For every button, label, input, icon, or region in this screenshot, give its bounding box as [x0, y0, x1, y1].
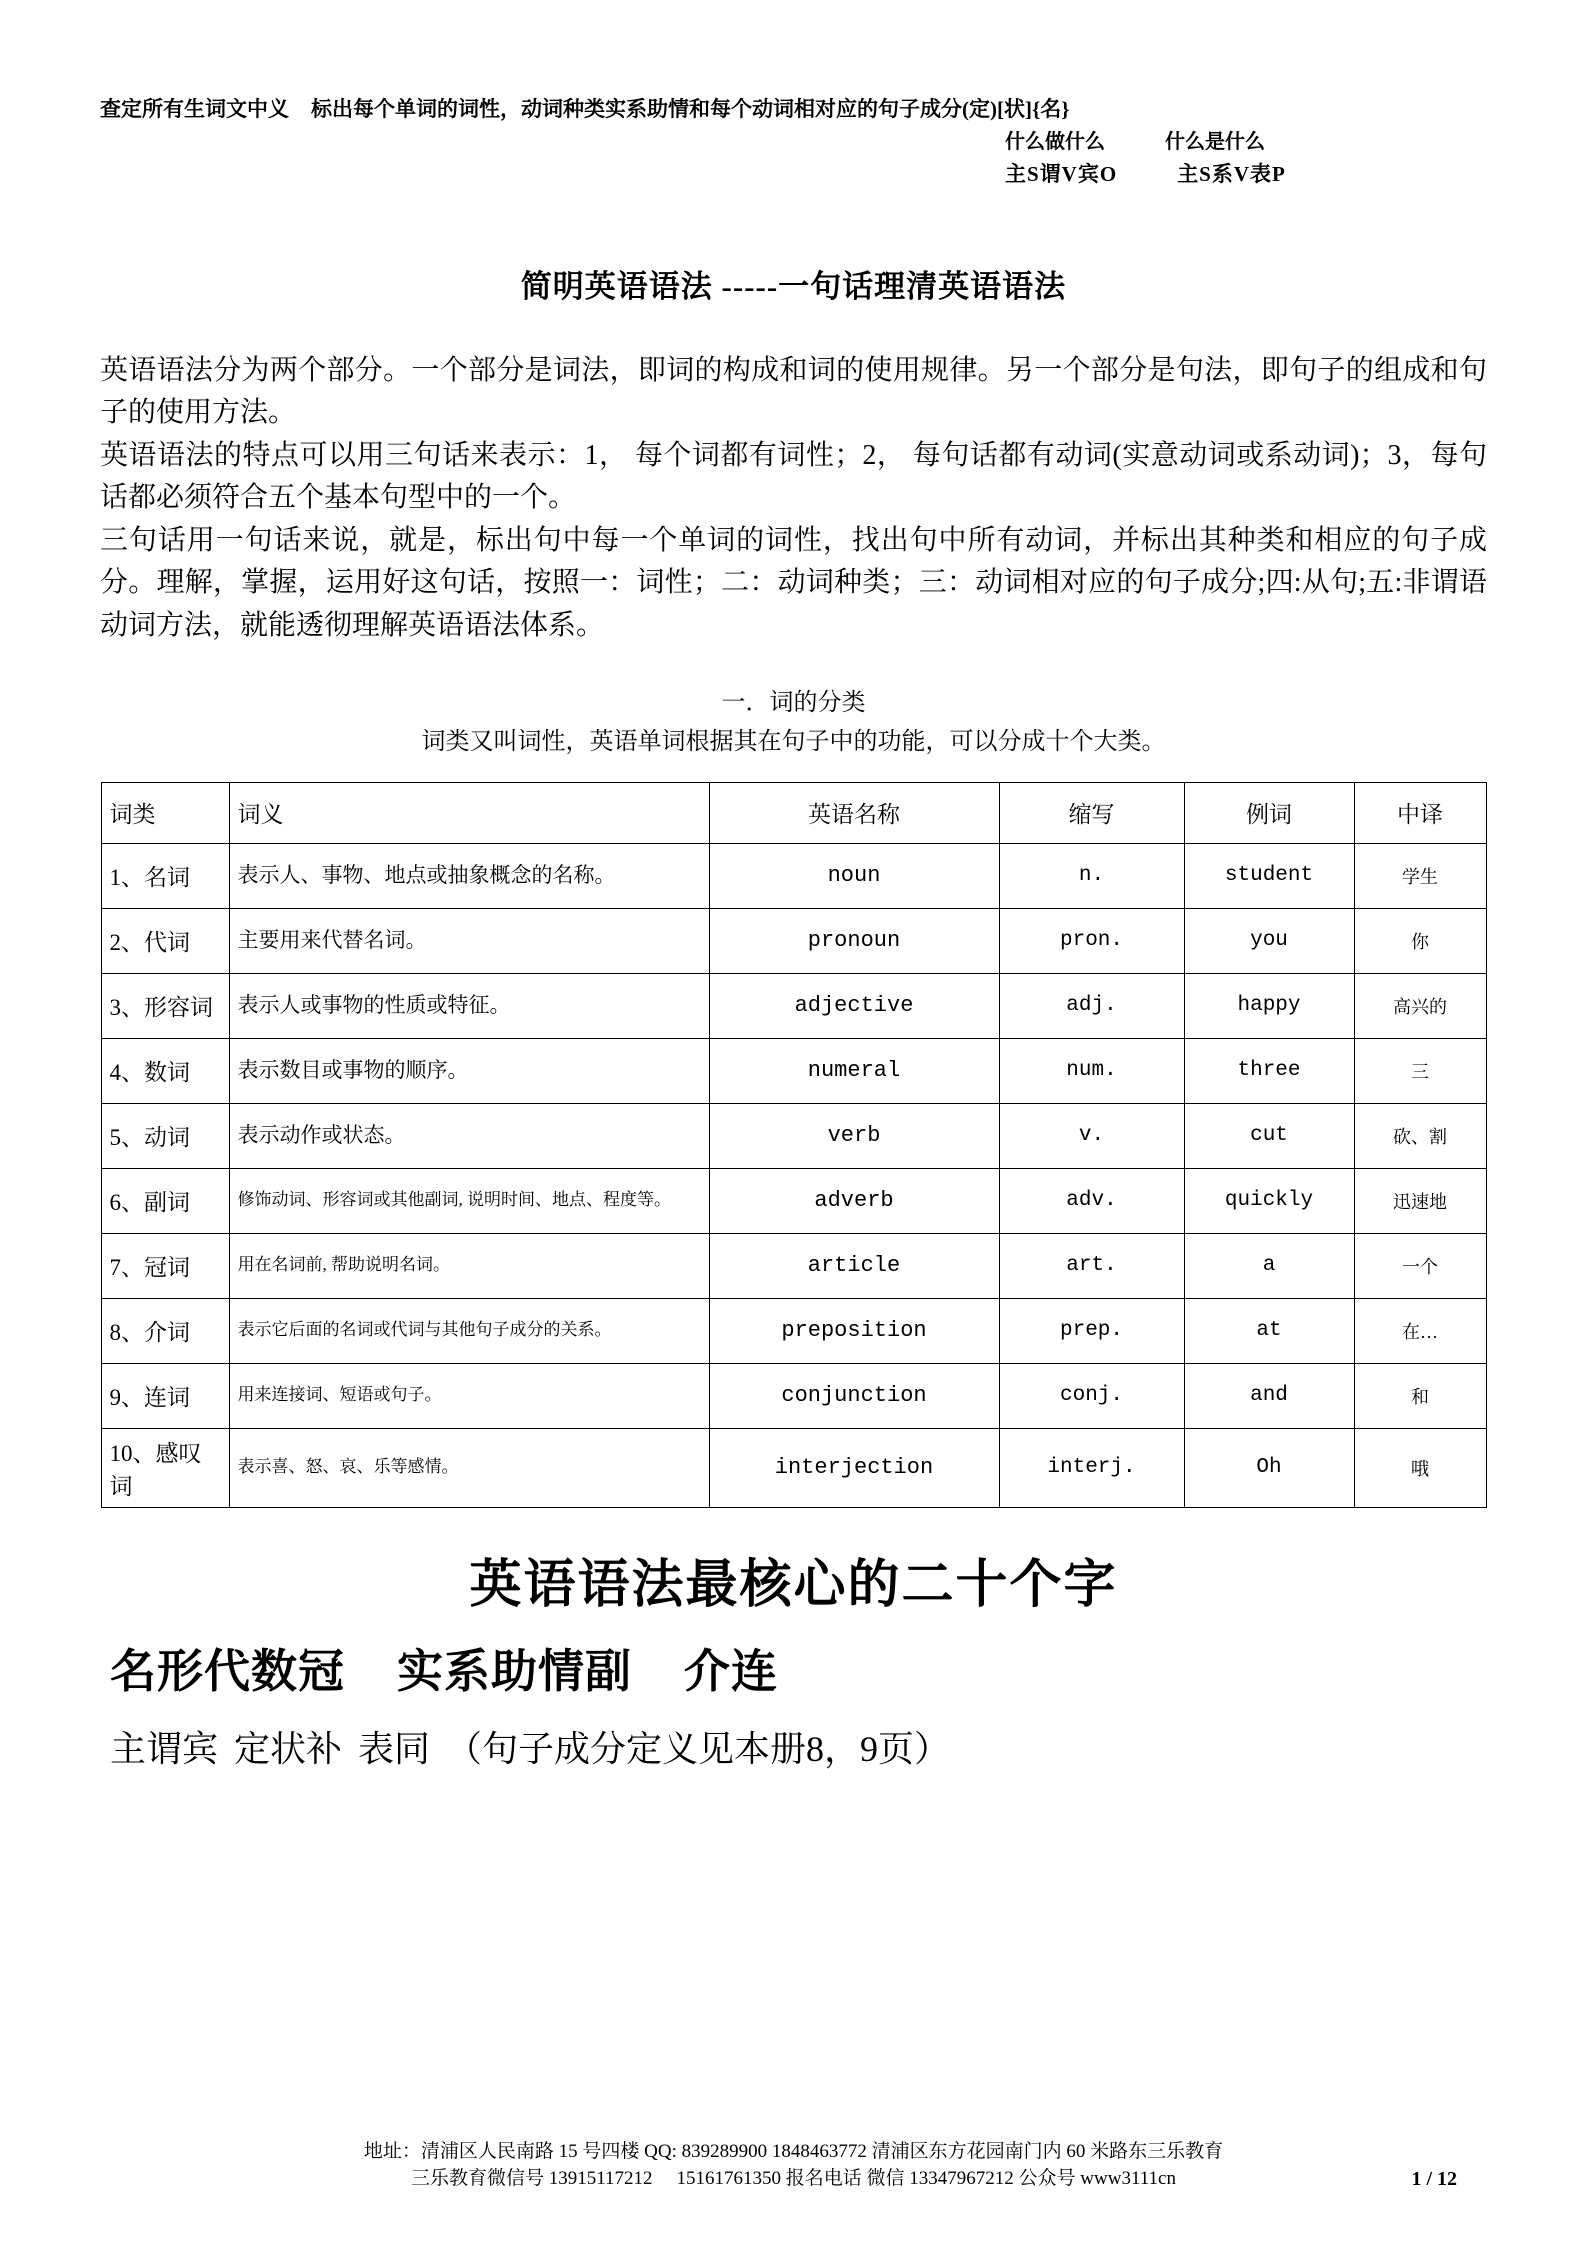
page-number: 1 / 12: [1411, 2168, 1457, 2191]
table-row: [101, 1103, 1486, 1168]
table-header-row: [101, 782, 1486, 843]
cell-english: article: [709, 1233, 999, 1298]
intro-paragraph-1: 英语语法分为两个部分。一个部分是词法，即词的构成和词的使用规律。另一个部分是句法，即句子的组成和句子的使用方法。: [100, 354, 1487, 429]
elements-group-2: 定状补: [234, 1728, 343, 1769]
cell-abbreviation: adj.: [999, 973, 1184, 1038]
cell-english: noun: [709, 843, 999, 908]
table-row: [101, 1038, 1486, 1103]
column-header-definition: 词义: [229, 782, 709, 843]
header-note-4a: 主S谓V宾O: [1005, 162, 1118, 187]
cell-abbreviation: prep.: [999, 1298, 1184, 1363]
slogan-group-1: 名形代数冠: [110, 1645, 345, 1697]
cell-translation: 哦: [1354, 1428, 1486, 1507]
column-header-abbreviation: 缩写: [999, 782, 1184, 843]
table-row: [101, 1298, 1486, 1363]
header-annotations: [100, 95, 1487, 189]
cell-definition: 表示人、事物、地点或抽象概念的名称。: [229, 843, 709, 908]
cell-definition: 表示动作或状态。: [229, 1103, 709, 1168]
table-row: [101, 1428, 1486, 1507]
cell-translation: 学生: [1354, 843, 1486, 908]
cell-translation: 砍、割: [1354, 1103, 1486, 1168]
cell-definition: 用来连接词、短语或句子。: [229, 1363, 709, 1428]
cell-translation: 和: [1354, 1363, 1486, 1428]
table-row: [101, 843, 1486, 908]
slogan-headline: 英语语法最核心的二十个字: [469, 1556, 1118, 1614]
column-header-translation: 中译: [1354, 782, 1486, 843]
table-row: [101, 1168, 1486, 1233]
column-header-example: 例词: [1184, 782, 1354, 843]
cell-english: pronoun: [709, 908, 999, 973]
header-note-1: 查定所有生词文中义: [100, 97, 289, 121]
cell-example: Oh: [1184, 1428, 1354, 1507]
cell-category: 7、冠词: [101, 1233, 229, 1298]
cell-category: 3、形容词: [101, 973, 229, 1038]
cell-abbreviation: art.: [999, 1233, 1184, 1298]
table-row: [101, 1233, 1486, 1298]
cell-example: quickly: [1184, 1168, 1354, 1233]
section-heading: 一．词的分类: [721, 689, 866, 716]
header-note-row-2: [1005, 129, 1487, 156]
cell-english: adjective: [709, 973, 999, 1038]
cell-english: conjunction: [709, 1363, 999, 1428]
cell-category: 6、副词: [101, 1168, 229, 1233]
cell-category: 8、介词: [101, 1298, 229, 1363]
page-title: 简明英语语法 -----一句话理清英语语法: [520, 268, 1067, 304]
header-note-2: 标出每个单词的词性，动词种类实系助情和每个动词相对应的句子成分(定)[状]{名}: [311, 97, 1070, 121]
cell-example: at: [1184, 1298, 1354, 1363]
intro-text: [100, 350, 1487, 648]
cell-category: 1、名词: [101, 843, 229, 908]
cell-example: happy: [1184, 973, 1354, 1038]
slogan-core-words: [100, 1635, 1487, 1701]
cell-example: you: [1184, 908, 1354, 973]
section-subheading: 词类又叫词性，英语单词根据其在句子中的功能，可以分成十个大类。: [421, 728, 1166, 755]
cell-category: 10、感叹词: [101, 1428, 229, 1507]
cell-definition: 修饰动词、形容词或其他副词, 说明时间、地点、程度等。: [229, 1168, 709, 1233]
cell-category: 4、数词: [101, 1038, 229, 1103]
cell-translation: 你: [1354, 908, 1486, 973]
cell-abbreviation: adv.: [999, 1168, 1184, 1233]
footer-contact: 15161761350 报名电话 微信 13347967212 公众号 www3111cn: [676, 2168, 1176, 2190]
cell-category: 9、连词: [101, 1363, 229, 1428]
cell-abbreviation: num.: [999, 1038, 1184, 1103]
slogan-group-3: 介连: [684, 1645, 778, 1697]
cell-translation: 在…: [1354, 1298, 1486, 1363]
cell-category: 5、动词: [101, 1103, 229, 1168]
cell-translation: 高兴的: [1354, 973, 1486, 1038]
header-note-4b: 主S系V表P: [1177, 162, 1286, 187]
cell-english: verb: [709, 1103, 999, 1168]
cell-abbreviation: pron.: [999, 908, 1184, 973]
header-note-row-3: [1005, 160, 1487, 188]
cell-english: numeral: [709, 1038, 999, 1103]
cell-example: and: [1184, 1363, 1354, 1428]
slogan-sentence-elements: [100, 1721, 1487, 1772]
cell-english: adverb: [709, 1168, 999, 1233]
footer-address: 地址：清浦区人民南路 15 号四楼 QQ: 839289900 1848463772 清浦区东方花园南门内 60 米路东三乐教育: [363, 2140, 1224, 2162]
cell-abbreviation: interj.: [999, 1428, 1184, 1507]
cell-example: three: [1184, 1038, 1354, 1103]
footer-wechat-id: 三乐教育微信号 13915117212: [411, 2168, 653, 2190]
cell-example: cut: [1184, 1103, 1354, 1168]
table-row: [101, 908, 1486, 973]
page-footer: [100, 2138, 1487, 2193]
parts-of-speech-table: [101, 782, 1487, 1508]
cell-definition: 表示喜、怒、哀、乐等感情。: [229, 1428, 709, 1507]
cell-english: preposition: [709, 1298, 999, 1363]
header-note-3a: 什么做什么: [1005, 131, 1105, 154]
header-note-row-1: [100, 95, 1487, 123]
elements-group-3: 表同: [358, 1728, 431, 1769]
intro-paragraph-3: 三句话用一句话来说，就是，标出句中每一个单词的词性，找出句中所有动词，并标出其种类和相应的句子成分。理解，掌握，运用好这句话，按照一：词性；二：动词种类；三：动词相对应的句子成分;四:从句;五:非谓语动词方法，就能透彻理解英语语法体系。: [100, 524, 1487, 641]
elements-group-1: 主谓宾: [110, 1728, 219, 1769]
cell-abbreviation: conj.: [999, 1363, 1184, 1428]
cell-translation: 一个: [1354, 1233, 1486, 1298]
slogan-group-2: 实系助情副: [397, 1645, 632, 1697]
cell-abbreviation: v.: [999, 1103, 1184, 1168]
intro-paragraph-2: 英语语法的特点可以用三句话来表示：1， 每个词都有词性；2， 每句话都有动词(实意动词或系动词)；3，每句话都必须符合五个基本句型中的一个。: [100, 439, 1487, 514]
cell-translation: 三: [1354, 1038, 1486, 1103]
table-row: [101, 1363, 1486, 1428]
cell-definition: 表示数目或事物的顺序。: [229, 1038, 709, 1103]
cell-definition: 主要用来代替名词。: [229, 908, 709, 973]
cell-definition: 表示人或事物的性质或特征。: [229, 973, 709, 1038]
header-note-3b: 什么是什么: [1165, 131, 1265, 154]
cell-translation: 迅速地: [1354, 1168, 1486, 1233]
cell-example: student: [1184, 843, 1354, 908]
column-header-category: 词类: [101, 782, 229, 843]
cell-definition: 用在名词前, 帮助说明名词。: [229, 1233, 709, 1298]
table-row: [101, 973, 1486, 1038]
cell-abbreviation: n.: [999, 843, 1184, 908]
footer-contact-row: [100, 2165, 1487, 2193]
cell-english: interjection: [709, 1428, 999, 1507]
cell-definition: 表示它后面的名词或代词与其他句子成分的关系。: [229, 1298, 709, 1363]
cell-category: 2、代词: [101, 908, 229, 973]
column-header-english: 英语名称: [709, 782, 999, 843]
elements-note: （句子成分定义见本册8，9页）: [446, 1728, 951, 1769]
cell-example: a: [1184, 1233, 1354, 1298]
